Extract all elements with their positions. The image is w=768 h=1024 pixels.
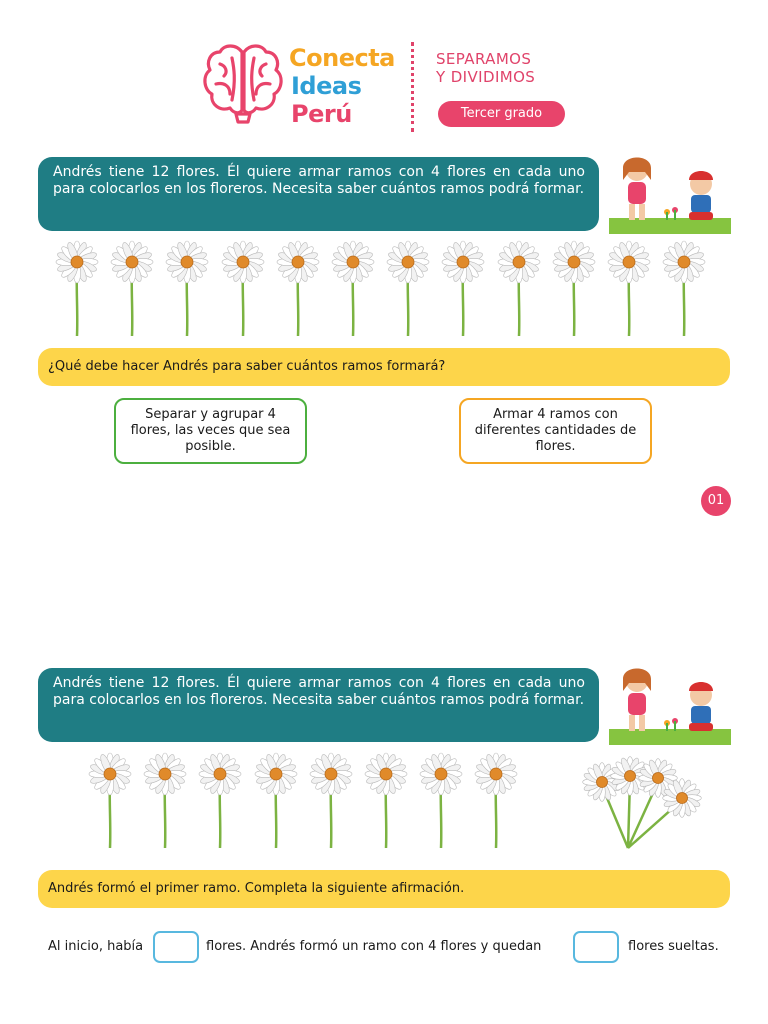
daisy-flower (221, 240, 265, 344)
problem-statement: Andrés tiene 12 flores. Él quiere armar ramos con 4 flores en cada uno para colocarlos en los floreros. Necesita saber cuántos ramos podrá formar. (38, 157, 599, 231)
daisy-flower (198, 752, 242, 856)
answer-box-initial[interactable] (153, 931, 199, 963)
daisy-flower (88, 752, 132, 856)
flower-bouquet (578, 752, 708, 852)
bouquet-daisy (663, 779, 702, 818)
brand-ideas: Ideas (291, 72, 362, 100)
daisy-flower (419, 752, 463, 856)
flower-row-12 (55, 240, 715, 340)
subject-line-2: Y DIVIDIMOS (436, 68, 536, 86)
daisy-flower (254, 752, 298, 856)
question-bar: ¿Qué debe hacer Andrés para saber cuántos ramos formará? (38, 348, 730, 386)
daisy-flower (55, 240, 99, 344)
subject-line-1: SEPARAMOS (436, 50, 532, 68)
brand-conecta: Conecta (289, 44, 395, 72)
instruction-bar: Andrés formó el primer ramo. Completa la siguiente afirmación. (38, 870, 730, 908)
sentence-part-2: flores. Andrés formó un ramo con 4 flores y quedan (206, 939, 542, 954)
daisy-flower (309, 752, 353, 856)
daisy-flower (331, 240, 375, 344)
daisy-flower (662, 240, 706, 344)
problem-statement-2: Andrés tiene 12 flores. Él quiere armar ramos con 4 flores en cada uno para colocarlos en los floreros. Necesita saber cuántos ramos podrá formar. (38, 668, 599, 742)
daisy-flower (474, 752, 518, 856)
option-b[interactable]: Armar 4 ramos con diferentes cantidades de flores. (459, 398, 652, 464)
daisy-flower (110, 240, 154, 344)
daisy-flower (386, 240, 430, 344)
sentence-part-1: Al inicio, había (48, 939, 144, 954)
option-a[interactable]: Separar y agrupar 4 flores, las veces que sea posible. (114, 398, 307, 464)
daisy-flower (143, 752, 187, 856)
daisy-flower (441, 240, 485, 344)
subject-title (436, 50, 535, 86)
logo (202, 42, 284, 130)
children-gardening-illustration-2 (609, 661, 731, 747)
children-gardening-illustration (609, 150, 731, 236)
header-divider (411, 42, 414, 132)
page-number: 01 (701, 486, 731, 516)
brain-icon (202, 42, 284, 130)
daisy-flower (552, 240, 596, 344)
sentence-part-3: flores sueltas. (628, 939, 719, 954)
grade-badge: Tercer grado (438, 101, 565, 127)
brand-peru: Perú (291, 100, 352, 128)
daisy-flower (276, 240, 320, 344)
daisy-flower (364, 752, 408, 856)
daisy-flower (165, 240, 209, 344)
flower-row-8 (88, 752, 538, 852)
daisy-flower (497, 240, 541, 344)
daisy-flower (607, 240, 651, 344)
answer-box-remaining[interactable] (573, 931, 619, 963)
